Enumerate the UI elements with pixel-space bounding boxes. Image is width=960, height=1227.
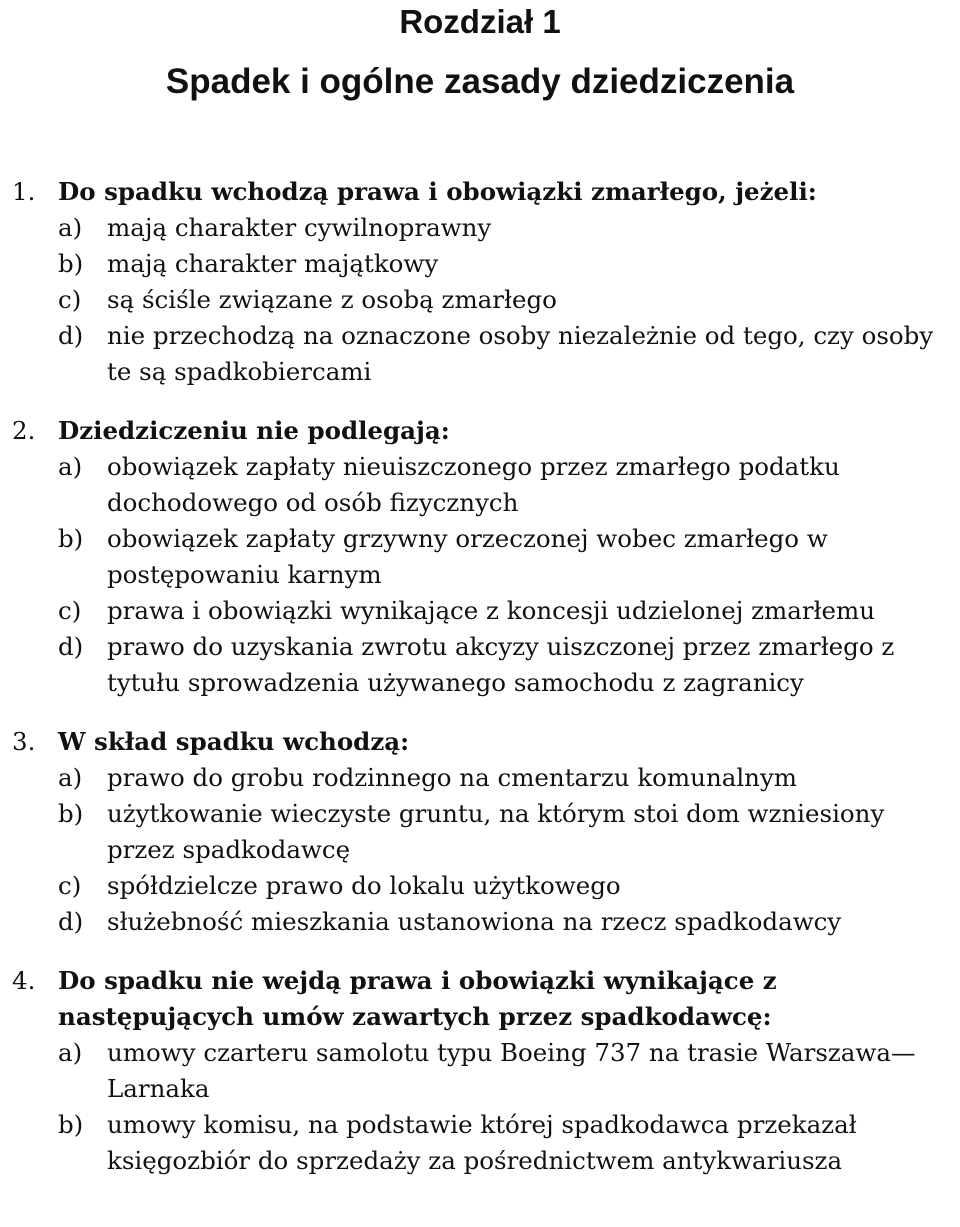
answer-option: [0, 796, 960, 868]
question-3: [0, 724, 960, 940]
question-list: [0, 174, 960, 1202]
answer-letter: a): [58, 763, 83, 792]
answer-text: obowiązek zapłaty grzywny orzeczonej wobec zmarłego w postępowaniu karnym: [107, 524, 828, 589]
answer-text: obowiązek zapłaty nieuiszczonego przez zmarłego podatku dochodowego od osób fizycznych: [107, 452, 840, 517]
answer-option: [0, 904, 960, 940]
answer-option: [0, 760, 960, 796]
question-stem: Dziedziczeniu nie podlegają:: [58, 416, 450, 445]
answer-letter: c): [58, 285, 82, 314]
answer-text: umowy komisu, na podstawie której spadkodawca przekazał księgozbiór do sprzedaży za pośrednictwem antykwariusza: [107, 1110, 857, 1175]
question-4: [0, 963, 960, 1179]
question-number: 3.: [12, 727, 36, 756]
chapter-label: Rozdział 1: [399, 3, 561, 40]
answer-letter: a): [58, 1038, 83, 1067]
question-1: [0, 174, 960, 390]
question-number: 4.: [12, 966, 36, 995]
question-stem: Do spadku nie wejdą prawa i obowiązki wynikające z następujących umów zawartych przez spadkodawcę:: [58, 966, 777, 1031]
answer-text: spółdzielcze prawo do lokalu użytkowego: [107, 871, 621, 900]
answer-option: [0, 1107, 960, 1179]
chapter-title: Spadek i ogólne zasady dziedziczenia: [165, 62, 795, 101]
answer-text: prawa i obowiązki wynikające z koncesji udzielonej zmarłemu: [107, 596, 876, 625]
answer-letter: b): [58, 799, 84, 828]
answer-option: [0, 868, 960, 904]
question-2: [0, 413, 960, 701]
answer-text: umowy czarteru samolotu typu Boeing 737 na trasie Warszawa—Larnaka: [107, 1038, 916, 1103]
answer-letter: c): [58, 871, 82, 900]
answer-option: [0, 1035, 960, 1107]
answer-option: [0, 210, 960, 246]
answer-text: służebność mieszkania ustanowiona na rzecz spadkodawcy: [107, 907, 842, 936]
answer-option: [0, 246, 960, 282]
answer-option: [0, 449, 960, 521]
answer-letter: b): [58, 524, 84, 553]
answer-letter: d): [58, 632, 84, 661]
question-number: 2.: [12, 416, 36, 445]
answer-option: [0, 593, 960, 629]
answer-letter: a): [58, 213, 83, 242]
answer-text: mają charakter majątkowy: [107, 249, 439, 278]
answer-letter: b): [58, 249, 84, 278]
answer-option: [0, 318, 960, 390]
question-stem: Do spadku wchodzą prawa i obowiązki zmarłego, jeżeli:: [58, 177, 817, 206]
answer-text: prawo do grobu rodzinnego na cmentarzu komunalnym: [107, 763, 798, 792]
answer-text: mają charakter cywilnoprawny: [107, 213, 492, 242]
question-number: 1.: [12, 177, 36, 206]
answer-letter: d): [58, 907, 84, 936]
answer-option: [0, 282, 960, 318]
answer-letter: b): [58, 1110, 84, 1139]
answer-text: nie przechodzą na oznaczone osoby niezależnie od tego, czy osoby te są spadkobiercami: [107, 321, 934, 386]
question-stem: W skład spadku wchodzą:: [58, 727, 410, 756]
answer-option: [0, 521, 960, 593]
answer-option: [0, 629, 960, 701]
answer-letter: d): [58, 321, 84, 350]
answer-letter: c): [58, 596, 82, 625]
answer-text: prawo do uzyskania zwrotu akcyzy uiszczonej przez zmarłego z tytułu sprowadzenia używanego samochodu z zagranicy: [107, 632, 895, 697]
answer-letter: a): [58, 452, 83, 481]
answer-text: są ściśle związane z osobą zmarłego: [107, 285, 557, 314]
answer-text: użytkowanie wieczyste gruntu, na którym stoi dom wzniesiony przez spadkodawcę: [107, 799, 885, 864]
